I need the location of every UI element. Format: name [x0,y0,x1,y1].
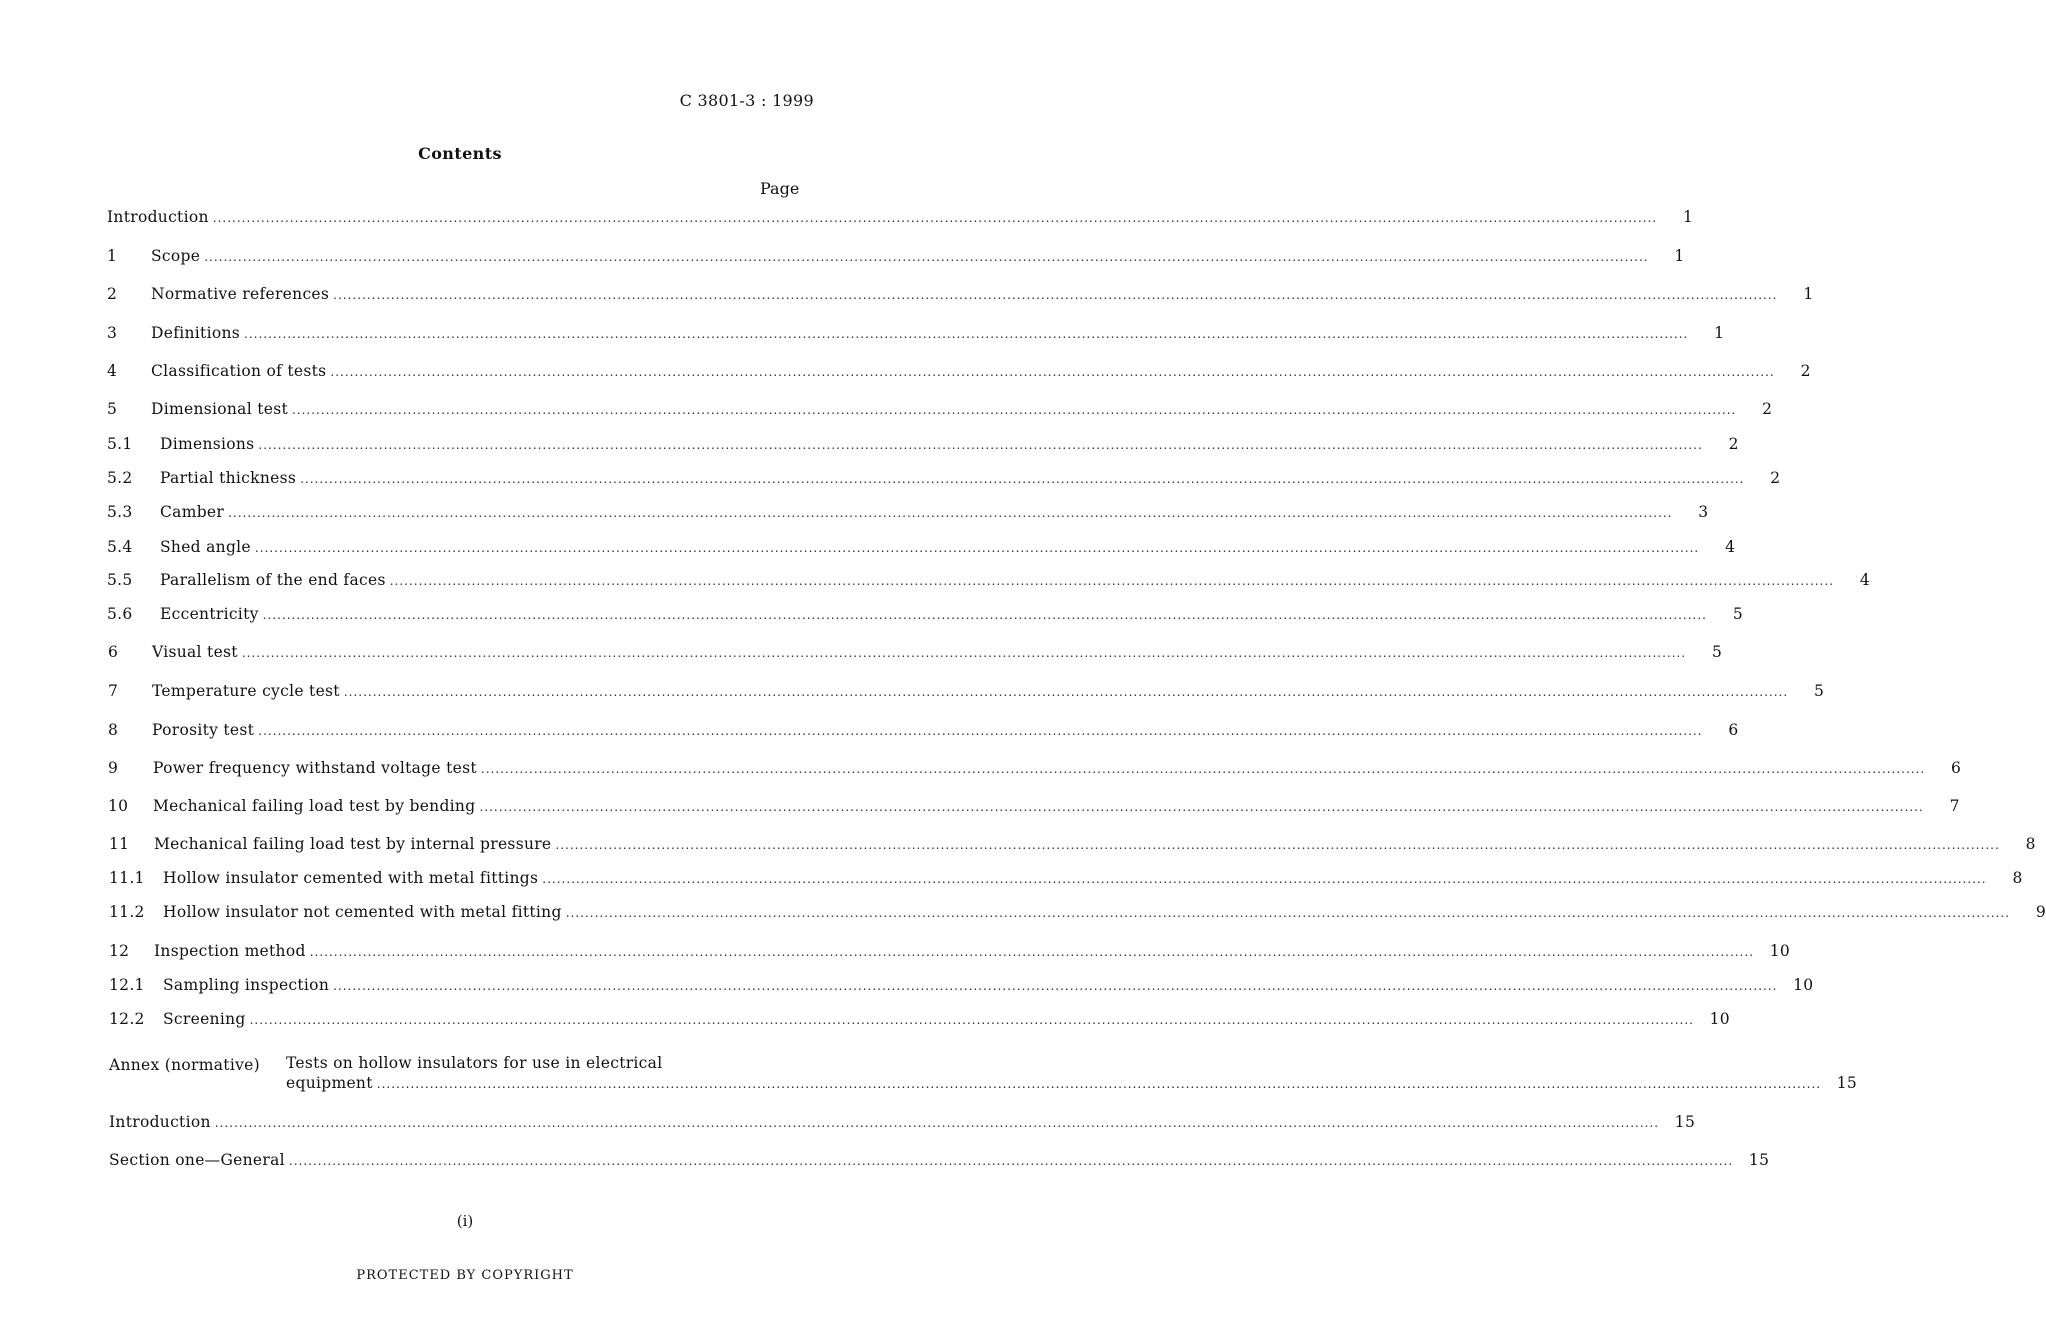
toc-entry-label: Power frequency withstand voltage test [153,759,477,777]
toc-entry-number: 11.2 [109,903,145,921]
annex-toc-entry[interactable] [109,1151,1770,1173]
toc-entry-page: 2 [1728,435,1739,453]
toc-entry-page: 10 [1709,1010,1730,1028]
dot-leader: ............................................................................................................................................................................................................................................................................................................ [479,800,1924,814]
toc-entry-label: Eccentricity [160,605,259,623]
toc-entry-label: Definitions [151,324,240,342]
dot-leader: ............................................................................................................................................................................................................................................................................................................ [244,327,1689,341]
toc-entry-number: 12.1 [109,976,145,994]
dot-leader: ............................................................................................................................................................................................................................................................................................................ [330,365,1775,379]
toc-entry-number: 11 [109,835,130,853]
toc-entry[interactable] [107,469,1781,491]
toc-entry-page: 15 [1674,1113,1696,1131]
toc-entry[interactable] [108,682,1825,704]
toc-entry[interactable] [107,538,1736,560]
dot-leader: ............................................................................................................................................................................................................................................................................................................ [480,762,1926,776]
toc-entry[interactable] [109,903,2046,925]
toc-entry-label: Introduction [109,1113,211,1131]
dot-leader: ............................................................................................................................................................................................................................................................................................................ [249,1013,1694,1027]
toc-entry-label: Partial thickness [160,469,297,487]
toc-entry[interactable] [108,797,1960,819]
dot-leader: ............................................................................................................................................................................................................................................................................................................ [389,574,1835,588]
toc-entry-number: 8 [108,721,119,739]
toc-entry[interactable] [109,835,2036,857]
dot-leader: ............................................................................................................................................................................................................................................................................................................ [228,506,1673,520]
dot-leader: ............................................................................................................................................................................................................................................................................................................ [333,288,1778,302]
toc-entry[interactable] [107,208,1694,230]
toc-entry-number: 3 [107,324,118,342]
toc-entry-page: 4 [1725,538,1736,556]
dot-leader: ............................................................................................................................................................................................................................................................................................................ [343,685,1789,699]
toc-entry-number: 5.3 [107,503,133,521]
toc-entry[interactable] [107,435,1739,457]
annex-title-line1: Tests on hollow insulators for use in electrical [286,1054,663,1072]
page-title: Contents [418,144,502,163]
toc-entry[interactable] [107,605,1743,627]
page-folio: (i) [456,1212,474,1230]
document-id: C 3801-3 : 1999 [679,91,814,110]
toc-entry-number: 11.1 [109,869,145,887]
toc-entry[interactable] [107,362,1811,384]
dot-leader: ............................................................................................................................................................................................................................................................................................................ [291,403,1737,417]
toc-entry-number: 9 [108,759,119,777]
dot-leader: ............................................................................................................................................................................................................................................................................................................ [565,906,2011,920]
toc-entry-number: 10 [108,797,129,815]
toc-entry-page: 8 [2025,835,2036,853]
dot-leader: ............................................................................................................................................................................................................................................................................................................ [204,250,1649,264]
toc-entry-page: 1 [1803,285,1814,303]
toc-entry-page: 5 [1732,605,1743,623]
toc-entry-page: 5 [1814,682,1825,700]
copyright-footer: PROTECTED BY COPYRIGHT [356,1268,574,1283]
toc-entry[interactable] [108,759,1962,781]
toc-entry-page: 5 [1712,643,1723,661]
toc-entry[interactable] [109,1010,1730,1032]
toc-entry-label: Mechanical failing load test by internal pressure [154,835,552,853]
toc-entry[interactable] [107,324,1725,346]
toc-entry-page: 6 [1728,721,1739,739]
annex-page-number: 15 [1836,1074,1858,1092]
toc-entry-page: 6 [1951,759,1962,777]
toc-entry-page: 10 [1793,976,1814,994]
toc-entry-number: 6 [108,643,119,661]
toc-entry-number: 2 [107,285,118,303]
annex-prefix: Annex (normative) [109,1056,260,1074]
toc-entry-label: Sampling inspection [163,976,330,994]
toc-entry-page: 2 [1800,362,1811,380]
annex-toc-entry[interactable] [109,1113,1696,1135]
toc-entry[interactable] [107,571,1871,593]
toc-entry[interactable] [107,503,1709,525]
toc-entry[interactable] [108,643,1723,665]
dot-leader: ............................................................................................................................................................................................................................................................................................................ [254,541,1700,555]
annex-title-line2: equipment [286,1074,373,1092]
dot-leader: ............................................................................................................................................................................................................................................................................................................ [258,438,1703,452]
toc-entry-label: Parallelism of the end faces [160,571,386,589]
toc-entry-page: 2 [1770,469,1781,487]
dot-leader: ............................................................................................................................................................................................................................................................................................................ [241,646,1687,660]
toc-entry-number: 5 [107,400,118,418]
dot-leader: ............................................................................................................................................................................................................................................................................................................ [376,1077,1822,1091]
toc-entry-label: Visual test [152,643,238,661]
toc-entry-page: 3 [1698,503,1709,521]
toc-entry-page: 15 [1748,1151,1770,1169]
toc-entry-page: 1 [1674,247,1685,265]
toc-entry[interactable] [108,721,1739,743]
toc-entry-page: 2 [1762,400,1773,418]
toc-entry-number: 1 [107,247,118,265]
toc-entry-number: 5.5 [107,571,133,589]
dot-leader: ............................................................................................................................................................................................................................................................................................................ [542,872,1987,886]
toc-entry[interactable] [109,976,1814,998]
toc-entry-number: 5.4 [107,538,133,556]
dot-leader: ............................................................................................................................................................................................................................................................................................................ [262,608,1707,622]
dot-leader: ............................................................................................................................................................................................................................................................................................................ [555,838,2000,852]
toc-entry-label: Screening [163,1010,246,1028]
toc-entry[interactable] [107,285,1814,307]
toc-entry[interactable] [109,869,2023,891]
dot-leader: ............................................................................................................................................................................................................................................................................................................ [258,724,1703,738]
toc-entry[interactable] [107,247,1685,269]
toc-entry-page: 8 [2012,869,2023,887]
toc-entry-label: Temperature cycle test [152,682,340,700]
toc-entry-label: Mechanical failing load test by bending [153,797,476,815]
toc-entry[interactable] [107,400,1773,422]
toc-entry-number: 7 [108,682,119,700]
toc-entry-label: Shed angle [160,538,251,556]
toc-entry-page: 10 [1769,942,1791,960]
dot-leader: ............................................................................................................................................................................................................................................................................................................ [309,945,1755,959]
toc-entry-number: 5.2 [107,469,133,487]
toc-entry-page: 9 [2035,903,2046,921]
toc-entry-page: 1 [1714,324,1725,342]
dot-leader: ............................................................................................................................................................................................................................................................................................................ [212,211,1658,225]
toc-entry-number: 12 [109,942,130,960]
toc-entry-label: Section one—General [109,1151,285,1169]
toc-entry-label: Inspection method [154,942,306,960]
toc-entry-number: 4 [107,362,118,380]
dot-leader: ............................................................................................................................................................................................................................................................................................................ [214,1116,1660,1130]
toc-entry-label: Scope [151,247,201,265]
toc-entry-label: Introduction [107,208,209,226]
toc-entry-page: 7 [1949,797,1960,815]
toc-entry-label: Normative references [151,285,330,303]
toc-entry-label: Camber [160,503,225,521]
toc-entry-number: 5.1 [107,435,133,453]
dot-leader: ............................................................................................................................................................................................................................................................................................................ [300,472,1745,486]
toc-entry-page: 4 [1859,571,1871,589]
toc-entry-label: Hollow insulator not cemented with metal fitting [163,903,562,921]
toc-entry-label: Dimensions [160,435,255,453]
dot-leader: ............................................................................................................................................................................................................................................................................................................ [288,1154,1734,1168]
toc-entry-page: 1 [1682,208,1694,226]
toc-entry-label: Porosity test [152,721,255,739]
toc-entry-label: Classification of tests [151,362,327,380]
toc-entry-number: 5.6 [107,605,133,623]
toc-entry-label: Dimensional test [151,400,288,418]
toc-entry-label: Hollow insulator cemented with metal fittings [163,869,539,887]
page-column-header: Page [760,179,800,198]
toc-entry[interactable] [109,942,1791,964]
toc-entry-number: 12.2 [109,1010,145,1028]
dot-leader: ............................................................................................................................................................................................................................................................................................................ [333,979,1778,993]
